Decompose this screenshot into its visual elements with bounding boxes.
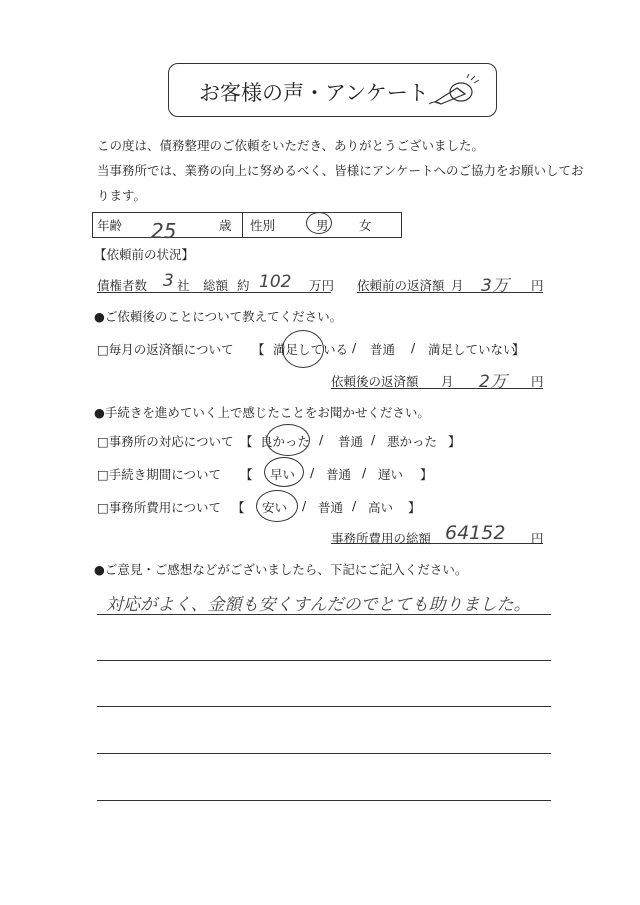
after-repay-unit: 円	[531, 374, 544, 389]
pencil-illustration	[427, 74, 483, 108]
total-prefix: 約	[237, 278, 250, 293]
before-repay-value[interactable]: 3万	[481, 276, 509, 296]
period-bracket-open: 【	[240, 467, 253, 482]
fee-total-row	[331, 522, 544, 546]
comments-heading: ●ご意見・ご感想などがございましたら、下記にご記入ください。	[94, 562, 468, 577]
total-unit: 万円	[309, 278, 335, 293]
after-heading: ●ご依頼後のことについて教えてください。	[94, 309, 343, 324]
process-heading: ●手続きを進めていく上で感じたことをお聞かせください。	[94, 405, 430, 420]
response-opt-good[interactable]: 良かった	[260, 434, 311, 449]
monthly-sep-2: /	[411, 340, 416, 355]
fee-total-value[interactable]: 64152	[445, 522, 506, 544]
monthly-question: □毎月の返済額について	[97, 342, 234, 357]
before-row	[97, 271, 335, 293]
comment-line-5	[97, 800, 551, 801]
response-question: □事務所の対応について	[97, 434, 234, 449]
period-bracket-close: 】	[420, 467, 433, 482]
creditors-unit: 社	[177, 278, 190, 293]
period-opt-slow[interactable]: 遅い	[378, 467, 404, 482]
after-repay-value[interactable]: 2万	[479, 372, 507, 392]
male-circle-mark	[306, 212, 332, 234]
creditors-label: 債権者数	[97, 278, 148, 293]
fee-opt-normal[interactable]: 普通	[318, 500, 344, 515]
fee-opt-expensive[interactable]: 高い	[368, 500, 394, 515]
before-repay-unit: 円	[531, 278, 544, 293]
response-sep-1: /	[319, 432, 324, 447]
period-sep-1: /	[310, 465, 315, 480]
comments-text[interactable]: 対応がよく、金額も安くすんだのでとても助りました。	[106, 595, 531, 615]
after-repay-month: 月	[441, 374, 454, 389]
before-heading: 【依頼前の状況】	[94, 247, 195, 262]
monthly-opt-unsatisfied[interactable]: 満足していない	[428, 342, 516, 357]
total-value[interactable]: 102	[259, 272, 292, 292]
period-opt-normal[interactable]: 普通	[326, 467, 352, 482]
intro-line-3: ります。	[97, 188, 147, 203]
monthly-bracket-open: 【	[252, 342, 265, 357]
comment-line-2	[97, 660, 551, 661]
age-unit: 歳	[219, 218, 232, 233]
monthly-opt-normal[interactable]: 普通	[370, 342, 396, 357]
period-question: □手続き期間について	[97, 467, 222, 482]
fee-sep-1: /	[302, 498, 307, 513]
after-repay-label: 依頼後の返済額	[331, 374, 419, 389]
before-repay-label: 依頼前の返済額	[357, 278, 445, 293]
page-title: お客様の声・アンケート	[199, 81, 429, 105]
before-repay-row	[357, 276, 544, 296]
fast-circle-mark	[264, 457, 304, 487]
monthly-sep-1: /	[352, 340, 357, 355]
monthly-opt-satisfied[interactable]: 満足している	[273, 342, 349, 357]
gender-male[interactable]: 男	[316, 218, 329, 233]
comment-line-4	[97, 753, 551, 754]
fee-sep-2: /	[352, 498, 357, 513]
fee-total-label: 事務所費用の総額	[331, 531, 432, 546]
cheap-circle-mark	[256, 490, 298, 522]
satisfied-circle-mark	[282, 330, 324, 368]
age-cell	[93, 213, 243, 243]
before-repay-month: 月	[451, 278, 464, 293]
age-label: 年齢	[97, 218, 123, 233]
gender-label: 性別	[250, 218, 276, 233]
intro-line-2: 当事務所では、業務の向上に努めるべく、皆様にアンケートへのご協力をお願いしてお	[97, 163, 584, 178]
response-opt-bad[interactable]: 悪かった	[387, 434, 438, 449]
age-value[interactable]: 25	[151, 219, 177, 243]
comment-line-3	[97, 706, 551, 707]
period-sep-2: /	[362, 465, 367, 480]
intro-line-1: この度は、債務整理のご依頼をいただき、ありがとうございました。	[97, 138, 485, 153]
fee-bracket-open: 【	[232, 500, 245, 515]
gender-female[interactable]: 女	[359, 218, 372, 233]
profile-table	[92, 212, 402, 243]
fee-opt-cheap[interactable]: 安い	[262, 500, 288, 515]
good-circle-mark	[266, 424, 310, 456]
response-opt-normal[interactable]: 普通	[338, 434, 364, 449]
total-label: 総額	[203, 278, 229, 293]
period-opt-fast[interactable]: 早い	[270, 467, 296, 482]
response-sep-2: /	[371, 432, 376, 447]
fee-question: □事務所費用について	[97, 500, 222, 515]
fee-bracket-close: 】	[408, 500, 421, 515]
after-repay-row	[331, 372, 544, 392]
response-bracket-open: 【	[240, 434, 253, 449]
fee-total-unit: 円	[531, 531, 544, 546]
title-box	[168, 63, 497, 117]
monthly-bracket-close: 】	[512, 342, 525, 357]
comment-line-1	[97, 614, 551, 615]
creditors-value[interactable]: 3	[163, 271, 174, 291]
response-bracket-close: 】	[448, 434, 461, 449]
